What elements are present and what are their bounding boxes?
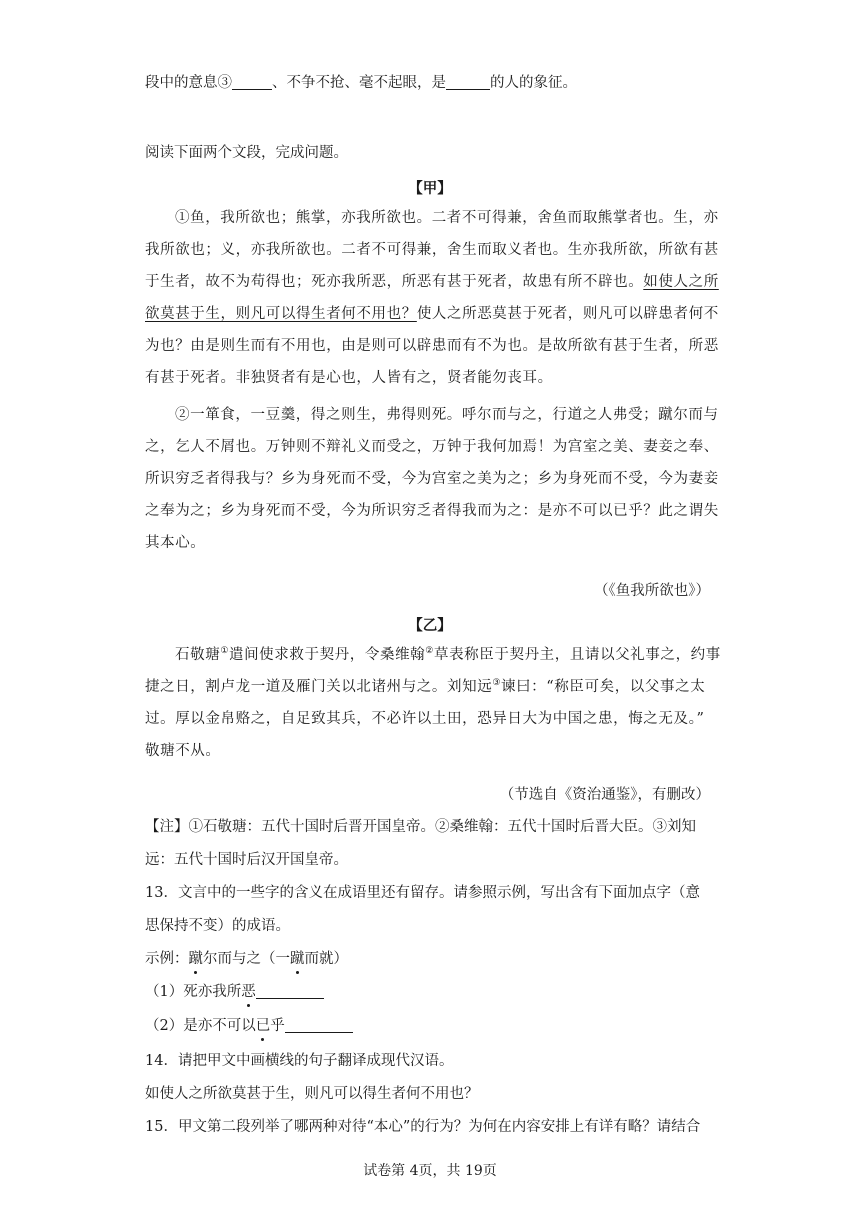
- instruction: 阅读下面两个文段，完成问题。: [145, 145, 348, 161]
- question-13: 13．文言中的一些字的含义在成语里还有留存。请参照示例，写出含有下面加点字（意: [145, 885, 700, 901]
- jia-line: 之，乞人不屑也。万钟则不辩礼义而受之，万钟于我何加焉！为宫室之美、妻妾之奉、: [145, 439, 719, 455]
- answer-blank[interactable]: [256, 984, 324, 999]
- dotted-char: 已: [255, 1018, 271, 1034]
- question-15: 15．甲文第二段列举了哪两种对待“本心”的行为？为何在内容安排上有详有略？请结合: [145, 1119, 701, 1135]
- jia-line: 其本心。: [145, 535, 206, 551]
- yi-line: 捷之日，割卢龙一道及雁门关以北诸州与之。刘知远③谏曰：“称臣可矣，以父事之太: [145, 678, 706, 695]
- jia-line: 所识穷乏者得我与？乡为身死而不受，今为宫室之美为之；乡为身死而不受，今为妻妾: [145, 471, 719, 487]
- jia-line: 欲莫甚于生，则凡可以得生者何不用也？使人之所恶莫甚于死者，则凡可以辟患者何不: [145, 306, 719, 322]
- section-header-jia: 【甲】: [408, 180, 452, 197]
- note-line: 远：五代十国时后汉开国皇帝。: [145, 852, 348, 868]
- jia-line: 有甚于死者。非独贤者有是心也，人皆有之，贤者能勿丧耳。: [145, 370, 553, 386]
- yi-source: （节选自《资治通鉴》，有删改）: [499, 787, 710, 803]
- dotted-char: 蹴: [290, 951, 305, 967]
- jia-line: 我所欲也；义，亦我所欲也。二者不可得兼，舍生而取义者也。生亦我所欲，所欲有甚: [145, 242, 719, 258]
- subquestion-1: （1）死亦我所恶: [145, 982, 324, 1002]
- yi-line: 敬瑭不从。: [145, 743, 221, 759]
- jia-source: （《鱼我所欲也》）: [594, 583, 710, 599]
- footnote-marker: ①: [220, 646, 229, 656]
- page-footer: 试卷第 4页，共 19页: [363, 1163, 497, 1179]
- fragment-line: 段中的意息③ 、不争不抢、毫不起眼，是 的人的象征。: [145, 75, 577, 91]
- section-header-yi: 【乙】: [408, 617, 452, 634]
- yi-line: 石敬瑭①遣间使求救于契丹，令桑维翰②草表称臣于契丹主，且请以父礼事之，约事: [175, 646, 721, 663]
- jia-line: 于生者，故不为苟得也；死亦我所恶，所恶有甚于死者，故患有所不辟也。如使人之所: [145, 274, 719, 290]
- note-line: 【注】①石敬瑭：五代十国时后晋开国皇帝。②桑维翰：五代十国时后晋大臣。③刘知: [145, 819, 696, 835]
- footnote-marker: ②: [425, 646, 434, 656]
- question-14: 14．请把甲文中画横线的句子翻译成现代汉语。: [145, 1053, 454, 1069]
- underlined-sentence: 如使人之所: [643, 274, 719, 290]
- example-line: 示例：蹴尔而与之（一蹴而就）: [145, 951, 348, 967]
- answer-blank[interactable]: [232, 75, 272, 90]
- jia-line: ①鱼，我所欲也；熊掌，亦我所欲也。二者不可得兼，舍鱼而取熊掌者也。生，亦: [175, 210, 719, 226]
- jia-line: ②一箪食，一豆羹，得之则生，弗得则死。呼尔而与之，行道之人弗受；蹴尔而与: [175, 407, 719, 423]
- underlined-sentence: 欲莫甚于生，则凡可以得生者何不用也？: [145, 306, 417, 322]
- dotted-char: 恶: [241, 984, 256, 1000]
- subquestion-2: （2）是亦不可以已乎: [145, 1016, 353, 1036]
- jia-line: 为也？由是则生而有不用也，由是则可以辟患而有不为也。是故所欲有甚于生者，所恶: [145, 338, 719, 354]
- footnote-marker: ③: [492, 678, 501, 688]
- yi-line: 过。厚以金帛赂之，自足致其兵，不必许以土田，恐异日大为中国之患，悔之无及。”: [145, 711, 705, 727]
- jia-line: 之奉为之；乡为身死而不受，今为所识穷乏者得我而为之：是亦不可以已乎？此之谓失: [145, 503, 719, 519]
- question-13-cont: 思保持不变）的成语。: [145, 918, 290, 934]
- answer-blank[interactable]: [285, 1018, 353, 1033]
- answer-blank[interactable]: [446, 75, 490, 90]
- question-14-sentence: 如使人之所欲莫甚于生，则凡可以得生者何不用也？: [145, 1086, 479, 1102]
- dotted-char: 蹴: [188, 951, 203, 967]
